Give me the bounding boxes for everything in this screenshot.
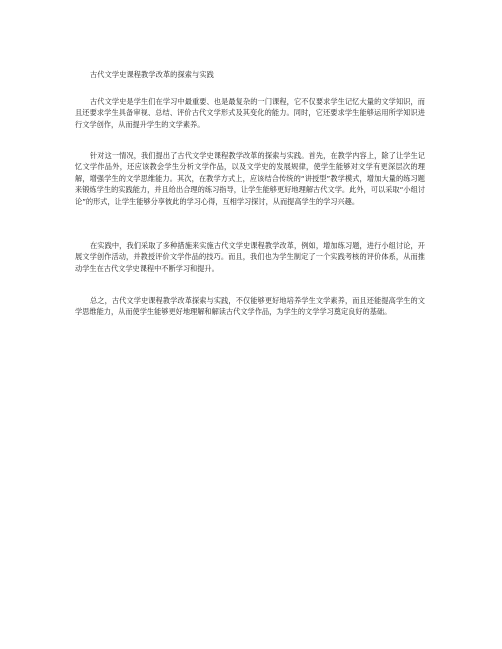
paragraph-1: 古代文学史是学生们在学习中最重要、也是最复杂的一门课程，它不仅要求学生记忆大量的文学知识，而且还要求学生具备审视、总结、评价古代文学形式及其变化的能力。同时，它还要求学生能够运用所学知识进行文学创作，从而提升学生的文学素养。	[75, 97, 425, 129]
document-title: 古代文学史课程教学改革的探索与实践	[90, 70, 214, 79]
paragraph-3: 在实践中，我们采取了多种措施来实施古代文学史课程教学改革，例如，增加练习题，进行小组讨论，开展文学创作活动，并教授评价文学作品的技巧。而且，我们也为学生制定了一个实践考核的评价体系，从而推动学生在古代文学史课程中不断学习和提升。	[75, 241, 425, 273]
paragraph-2: 针对这一情况，我们提出了古代文学史课程教学改革的探索与实践。首先，在教学内容上，除了让学生记忆文学作品外，还应该教会学生分析文学作品，以及文学史的发展规律，使学生能够对文学有更深层次的理解，增强学生的文学思维能力。其次，在教学方式上，应该结合传统的“讲授型”教学模式，增加大量的练习题来锻炼学生的实践能力，并且给出合理的练习指导，让学生能够更好地理解古代文学。此外，可以采取“小组讨论”的形式，让学生能够分享彼此的学习心得，互相学习探讨，从而提高学生的学习兴趣。	[75, 151, 425, 206]
paragraph-4: 总之，古代文学史课程教学改革探索与实践，不仅能够更好地培养学生文学素养，而且还能提高学生的文学思维能力，从而使学生能够更好地理解和解读古代文学作品，为学生的文学学习奠定良好的基础。	[75, 296, 425, 317]
